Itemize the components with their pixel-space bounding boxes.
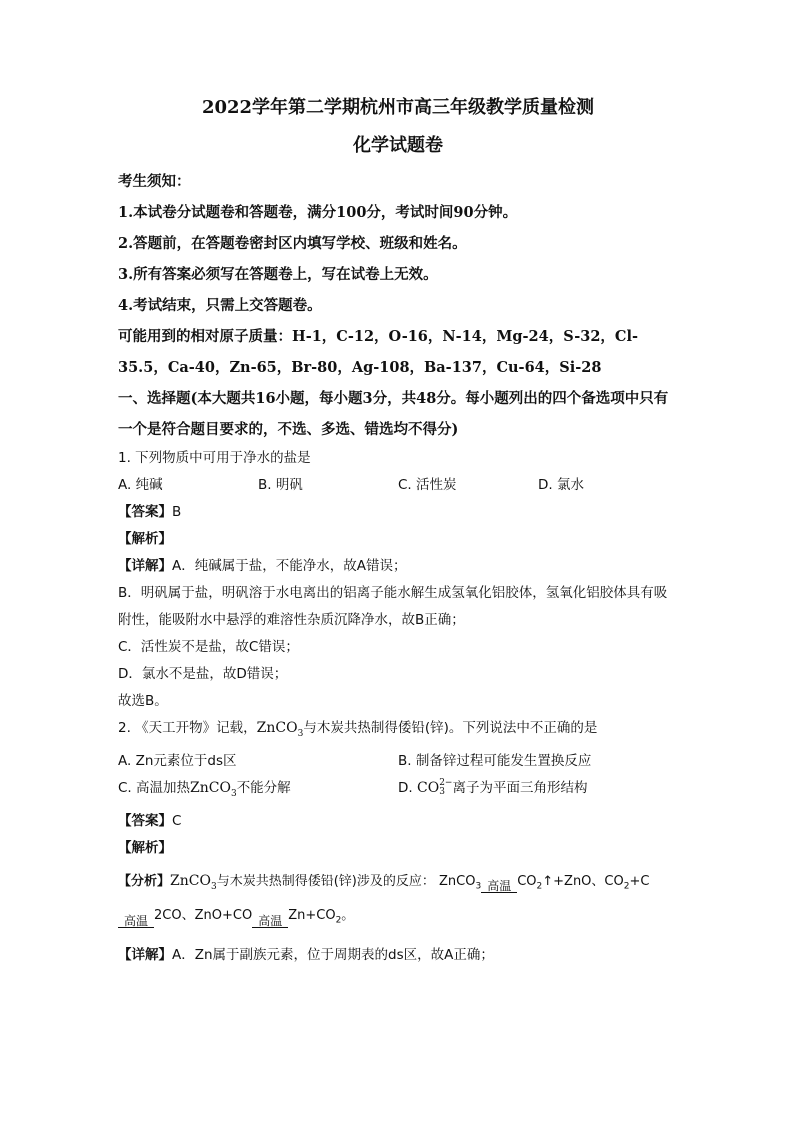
q1-answer-label: 【答案】 (118, 504, 172, 520)
page-subtitle: 化学试题卷 (353, 135, 443, 156)
q2-eq2-right: 2CO、ZnO+CO (154, 908, 253, 924)
q1-option-a: A. 纯碱 (118, 477, 163, 493)
q2-eq1-left: ZnCO (438, 873, 476, 889)
q2-analysis-text: 与木炭共热制得倭铅(锌)涉及的反应： (216, 873, 435, 889)
q1-detail-a (118, 553, 678, 580)
q2-stem-post: 与木炭共热制得倭铅(锌)。下列说法中不正确的是 (303, 720, 598, 736)
notice-item-1: 1.本试卷分试题卷和答题卷，满分100分，考试时间90分钟。 (118, 204, 518, 221)
q2-analysis-formula-main: ZnCO (170, 872, 211, 889)
question-2-options-row-2 (118, 775, 678, 808)
atomic-mass-line-1: 可能用到的相对原子质量：H-1，C-12，O-16，N-14，Mg-24，S-32，Cl- (118, 328, 639, 345)
notice-item-3: 3.所有答案必须写在答题卷上，写在试卷上无效。 (118, 266, 438, 283)
q1-detail-b: B．明矾属于盐，明矾溶于水电离出的铝离子能水解生成氢氧化铝胶体，氢氧化铝胶体具有吸附性，能吸附水中悬浮的难溶性杂质沉降净水，故B正确； (118, 585, 668, 628)
q1-option-c: C. 活性炭 (398, 477, 457, 493)
q1-answer (118, 499, 678, 526)
q2-option-c-formula-main: ZnCO (190, 779, 231, 796)
q2-option-c-post: 不能分解 (236, 779, 291, 796)
q2-option-d-post: 离子为平面三角形结构 (452, 779, 588, 796)
q2-eq3-condition (252, 915, 288, 936)
notice-header: 考生须知： (118, 173, 191, 190)
q2-eq3-right: Zn+CO (288, 908, 336, 924)
q2-eq2-condition (118, 915, 154, 936)
q2-analysis-formula (170, 872, 217, 892)
notice-item-4: 4.考试结束，只需上交答题卷。 (118, 297, 322, 314)
q2-analysis-line-1 (118, 866, 678, 902)
q2-eq1-right-sub: 2 (536, 881, 543, 892)
q2-analysis-label (118, 835, 678, 862)
q1-detail-label: 【详解】 (118, 558, 172, 574)
q2-eq1-left-sub: 3 (475, 881, 482, 892)
question-1-stem: 1. 下列物质中可用于净水的盐是 (118, 450, 311, 466)
q2-analysis-line-2 (118, 901, 678, 936)
q2-eq1-condition (481, 880, 517, 901)
q1-detail-a-text: A．纯碱属于盐，不能净水，故A错误； (172, 558, 407, 574)
q2-option-d-charge: 2− (439, 777, 453, 788)
q2-eq3-right-sub: 2 (335, 915, 342, 926)
question-1-options (118, 472, 678, 499)
q2-eq3-condition-text: 高温 (252, 915, 288, 928)
q2-detail-label: 【详解】 (118, 946, 172, 963)
q1-analysis-label-text: 【解析】 (118, 531, 172, 547)
q2-stem-formula (256, 720, 304, 739)
q2-answer (118, 808, 678, 835)
q2-detail-a-text: A．Zn属于副族元素，位于周期表的ds区，故A正确； (172, 946, 494, 963)
question-2-options-row-1 (118, 748, 678, 775)
q2-eq1-right-post: ↑+ZnO、CO (542, 873, 624, 889)
q2-stem-formula-sub: 3 (297, 728, 304, 739)
q1-detail-d: D．氯水不是盐，故D错误； (118, 666, 288, 682)
q2-option-d-sub: 3 (439, 786, 445, 797)
q2-analysis-header: 【分析】 (118, 873, 171, 889)
notice-item-2: 2.答题前，在答题卷密封区内填写学校、班级和姓名。 (118, 235, 467, 252)
q1-analysis-label (118, 526, 678, 553)
question-2-stem (118, 715, 678, 748)
q2-eq3-end: 。 (341, 908, 355, 924)
q2-eq1-condition-text: 高温 (481, 880, 517, 893)
atomic-mass-line-2: 35.5，Ca-40，Zn-65，Br-80，Ag-108，Ba-137，Cu-64，Si-28 (118, 359, 602, 376)
q1-option-d: D. 氯水 (538, 477, 584, 493)
page-title: 2022学年第二学期杭州市高三年级教学质量检测 (201, 97, 595, 118)
q2-option-d (398, 775, 678, 808)
q2-detail-a (118, 942, 678, 969)
section-heading: 一、选择题(本大题共16小题，每小题3分，共48分。每小题列出的四个备选项中只有一个是符合题目要求的，不选、多选、错选均不得分) (118, 390, 669, 438)
q1-option-b: B. 明矾 (258, 477, 303, 493)
q2-eq2-condition-text: 高温 (118, 915, 154, 928)
q1-conclusion: 故选B。 (118, 693, 168, 709)
q2-option-d-pre: D. (398, 779, 417, 796)
q2-eq2-left-post: +C (629, 873, 650, 889)
q2-eq1-right: CO (517, 873, 537, 889)
q2-answer-label: 【答案】 (118, 812, 172, 829)
q2-stem-formula-main: ZnCO (256, 720, 298, 736)
q1-detail-c: C．活性炭不是盐，故C错误； (118, 639, 299, 655)
exam-page (118, 96, 678, 969)
q2-option-c-formula-sub: 3 (230, 788, 237, 799)
q2-option-c-formula (190, 779, 237, 799)
q2-option-b: B. 制备锌过程可能发生置换反应 (398, 752, 592, 769)
q2-eq2-left-sub: 2 (623, 881, 630, 892)
q2-analysis-label-text: 【解析】 (118, 839, 172, 856)
q2-option-a: A. Zn元素位于ds区 (118, 752, 237, 769)
q2-option-c (118, 775, 398, 808)
q2-option-d-formula (416, 777, 453, 797)
q1-answer-value: B (172, 504, 182, 520)
q2-analysis-formula-sub: 3 (210, 881, 217, 892)
q2-option-d-formula-main: CO (416, 779, 440, 796)
q2-stem-pre: 2. 《天工开物》记载， (118, 720, 257, 736)
q2-option-c-pre: C. 高温加热 (118, 779, 191, 796)
q2-answer-value: C (172, 812, 182, 829)
